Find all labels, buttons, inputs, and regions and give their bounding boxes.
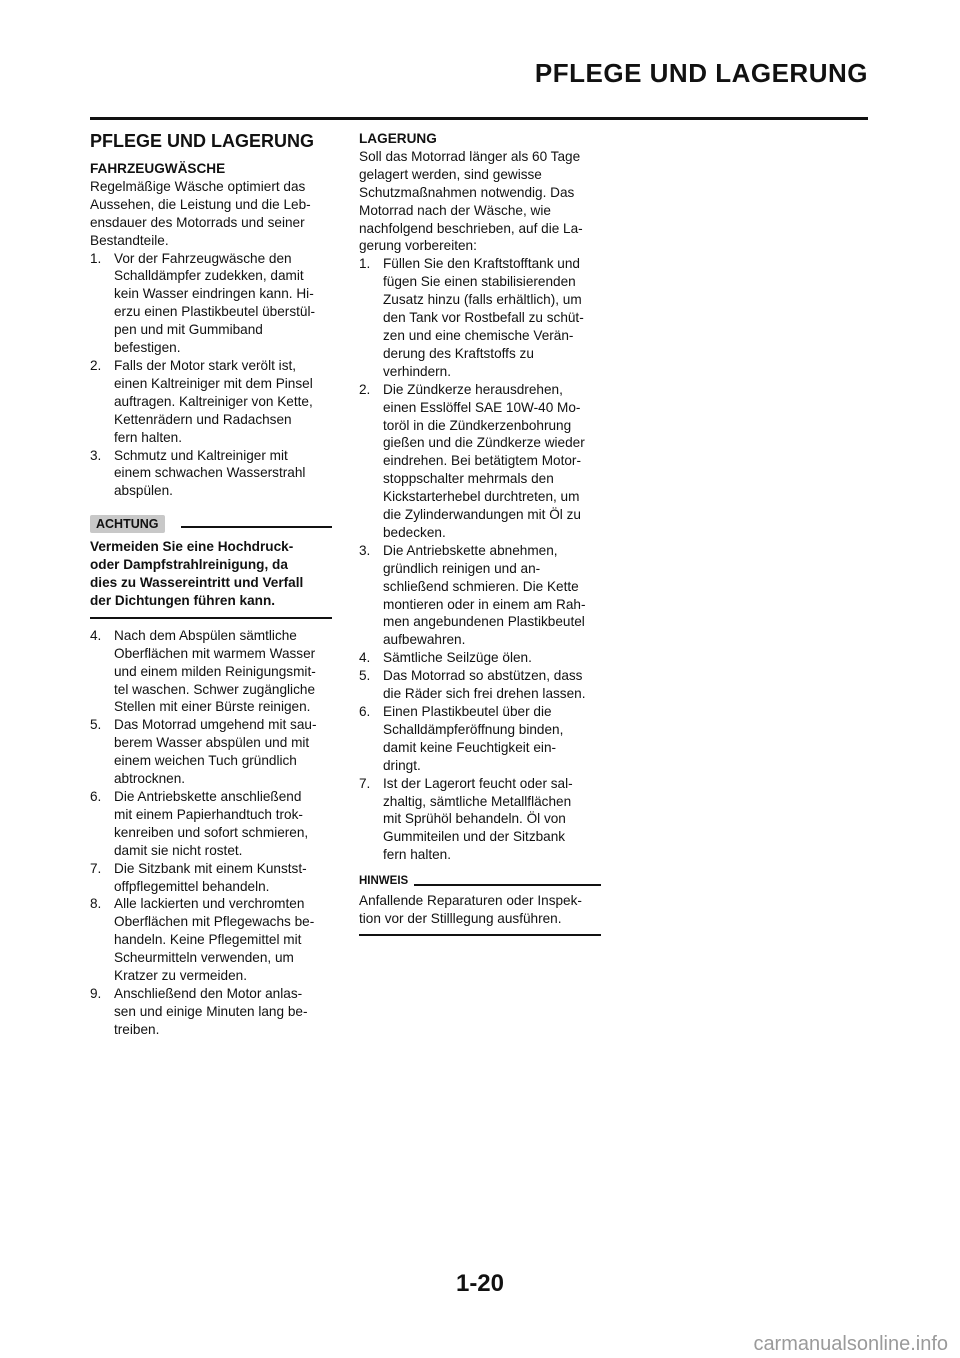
step-number: 2.: [90, 357, 102, 373]
note-callout: [359, 874, 601, 936]
page-header-title: PFLEGE UND LAGERUNG: [534, 58, 868, 88]
washing-steps-list-a: [90, 250, 332, 501]
list-item: [90, 357, 332, 447]
note-bottom-rule: [359, 934, 601, 936]
caution-rule: [181, 526, 333, 528]
step-number: 7.: [90, 860, 102, 876]
step-number: 1.: [90, 250, 102, 266]
note-header: [359, 874, 601, 890]
step-number: 6.: [359, 704, 371, 719]
step-text: Die Antriebskette anschließend mit einem Papierhandtuch trok- kenreiben und sofort schmieren, damit sie nicht rostet.: [114, 789, 309, 858]
step-number: 3.: [359, 542, 371, 558]
step-text: Sämtliche Seilzüge ölen.: [383, 650, 532, 666]
section-title: PFLEGE UND LAGERUNG: [90, 131, 315, 151]
list-item: [359, 381, 601, 542]
list-item: [359, 703, 601, 775]
list-item: [90, 627, 332, 717]
step-text: Das Motorrad umgehend mit sau- berem Wasser abspülen und mit einem weichen Tuch gründlich abtrocknen.: [114, 717, 317, 787]
watermark: carmanualsonline.info: [753, 1333, 948, 1355]
caution-badge: ACHTUNG: [90, 515, 165, 533]
step-number: 8.: [90, 896, 102, 912]
note-label: HINWEIS: [359, 875, 409, 888]
step-text: Einen Plastikbeutel über die Schalldämpferöffnung binden, damit keine Feuchtigkeit ein- dringt.: [383, 704, 564, 773]
list-item: [90, 860, 332, 896]
step-text: Vor der Fahrzeugwäsche den Schalldämpfer zudekken, damit kein Wasser eindringen kann. Hi- erzu einen Plastikbeutel überstül- pen und mit Gummiband befestigen.: [114, 250, 315, 356]
header-rule: [90, 117, 868, 120]
subsection-title-storage: LAGERUNG: [359, 131, 437, 146]
list-item: [359, 649, 601, 667]
step-text: Ist der Lagerort feucht oder sal- zhaltig, sämtliche Metallflächen mit Sprühöl behandeln. Öl von Gummiteilen und der Sitzbank fern halten.: [383, 775, 573, 863]
list-item: [359, 255, 601, 380]
caution-header: [90, 514, 332, 534]
step-text: Anschließend den Motor anlas- sen und einige Minuten lang be- treiben.: [114, 985, 308, 1037]
list-item: [359, 775, 601, 865]
step-text: Die Sitzbank mit einem Kunstst- offpflegemittel behandeln.: [114, 860, 307, 894]
list-item: [90, 447, 332, 501]
list-item: [90, 895, 332, 985]
step-number: 9.: [90, 985, 102, 1001]
step-number: 7.: [359, 775, 371, 791]
note-text: Anfallende Reparaturen oder Inspek- tion vor der Stilllegung ausführen.: [359, 893, 582, 927]
list-item: [90, 716, 332, 788]
list-item: [359, 542, 601, 649]
storage-intro: Soll das Motorrad länger als 60 Tage gelagert werden, sind gewisse Schutzmaßnahmen notwendig. Das Motorrad nach der Wäsche, wie nachfolgend beschrieben, auf die La- gerung vorbereiten:: [359, 148, 583, 254]
step-number: 6.: [90, 789, 102, 804]
washing-intro: Regelmäßige Wäsche optimiert das Aussehen, die Leistung und die Leb- ensdauer des Motorrads und seiner Bestandteile.: [90, 178, 311, 248]
right-column: [359, 130, 601, 936]
storage-steps-list: [359, 255, 601, 864]
washing-steps-list-b: [90, 627, 332, 1039]
page-number: 1-20: [455, 1270, 505, 1297]
step-text: Alle lackierten und verchromten Oberflächen mit Pflegewachs be- handeln. Keine Pflegemittel mit Scheurmitteln verwenden, um Kratzer zu vermeiden.: [114, 896, 315, 984]
step-number: 2.: [359, 381, 371, 397]
list-item: [359, 667, 601, 703]
step-number: 4.: [90, 627, 102, 643]
caution-text: Vermeiden Sie eine Hochdruck- oder Dampfstrahlreinigung, da dies zu Wassereintritt und Verfall der Dichtungen führen kann.: [90, 539, 304, 608]
step-number: 1.: [359, 256, 371, 272]
left-column: [90, 130, 332, 1039]
step-number: 4.: [359, 650, 371, 666]
step-text: Schmutz und Kaltreiniger mit einem schwachen Wasserstrahl abspülen.: [114, 447, 306, 499]
list-item: [90, 985, 332, 1039]
caution-bottom-rule: [90, 617, 332, 619]
step-text: Falls der Motor stark verölt ist, einen Kaltreiniger mit dem Pinsel auftragen. Kaltreiniger von Kette, Kettenrädern und Radachsen fern halten.: [114, 357, 313, 445]
step-text: Die Antriebskette abnehmen, gründlich reinigen und an- schließend schmieren. Die Kette montieren oder in einem am Rah- men angebundenen Plastikbeutel aufbewahren.: [383, 542, 586, 648]
note-rule: [414, 884, 601, 886]
step-text: Füllen Sie den Kraftstofftank und fügen Sie einen stabilisierenden Zusatz hinzu (falls erhältlich), um den Tank vor Rostbefall zu schüt- zen und eine chemische Verän- derung des Kraftstoffs zu verhindern.: [383, 256, 584, 379]
list-item: [90, 250, 332, 357]
step-number: 5.: [359, 668, 371, 684]
step-text: Die Zündkerze herausdrehen, einen Esslöffel SAE 10W-40 Mo- toröl in die Zündkerzenbohrung gießen und die Zündkerze wieder eindrehen. Bei betätigtem Motor- stoppschalter mehrmals den Kickstarterhebel durchtreten, um die Zylinderwandungen mit Öl zu bedecken.: [383, 381, 585, 540]
caution-callout: [90, 514, 332, 619]
step-text: Das Motorrad so abstützen, dass die Räder sich frei drehen lassen.: [383, 668, 586, 702]
step-number: 3.: [90, 447, 102, 463]
step-text: Nach dem Abspülen sämtliche Oberflächen mit warmem Wasser und einem milden Reinigungsmit- tel waschen. Schwer zugängliche Stellen mit einer Bürste reinigen.: [114, 627, 316, 715]
subsection-title-washing: FAHRZEUGWÄSCHE: [90, 161, 226, 176]
step-number: 5.: [90, 717, 102, 733]
list-item: [90, 788, 332, 860]
